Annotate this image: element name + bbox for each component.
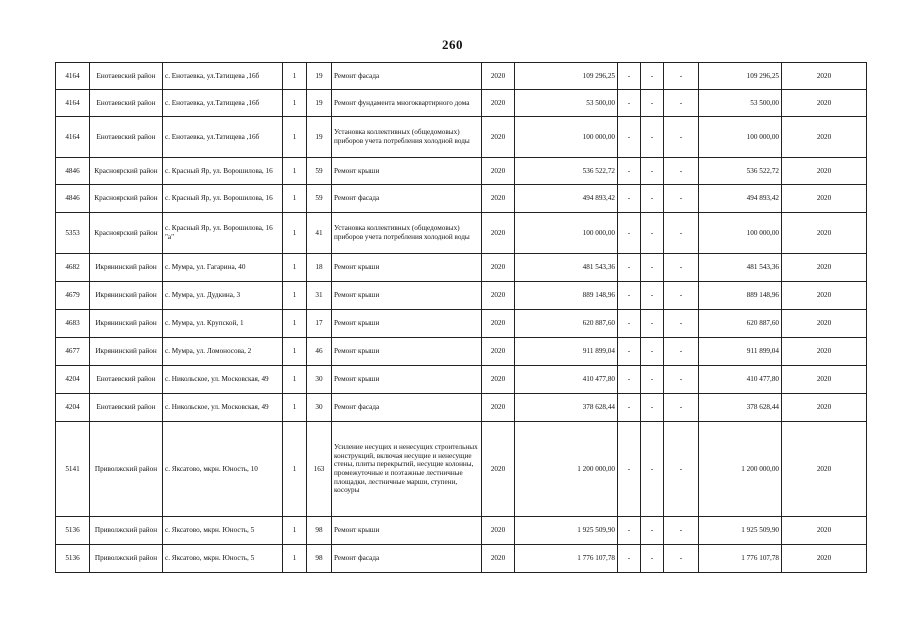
- total-cost-cell: 1 925 509,90: [515, 517, 618, 545]
- dash-cell-1: -: [618, 185, 641, 213]
- count-cell: 1: [283, 254, 307, 282]
- house-id-cell: 4677: [56, 338, 90, 366]
- dash-cell-1: -: [618, 545, 641, 573]
- address-cell: с. Енотаевка, ул.Татищева ,16б: [163, 63, 283, 90]
- dash-cell-1: -: [618, 422, 641, 517]
- fund-sum-cell: 1 200 000,00: [699, 422, 782, 517]
- dash-cell-1: -: [618, 310, 641, 338]
- end-year-cell: 2020: [782, 394, 867, 422]
- dash-cell-1: -: [618, 338, 641, 366]
- dash-cell-2: -: [641, 213, 664, 254]
- table-row: [56, 213, 867, 254]
- dash-cell-2: -: [641, 517, 664, 545]
- address-cell: с. Яксатово, мкрн. Юность, 5: [163, 545, 283, 573]
- fund-sum-cell: 1 925 509,90: [699, 517, 782, 545]
- end-year-cell: 2020: [782, 117, 867, 158]
- district-cell: Красноярский район: [90, 158, 163, 185]
- dash-cell-1: -: [618, 213, 641, 254]
- total-cost-cell: 911 899,04: [515, 338, 618, 366]
- count-cell: 1: [283, 90, 307, 117]
- work-type-cell: Ремонт крыши: [332, 254, 482, 282]
- dash-cell-3: -: [664, 422, 699, 517]
- dash-cell-3: -: [664, 517, 699, 545]
- work-type-cell: Ремонт крыши: [332, 366, 482, 394]
- house-id-cell: 4164: [56, 117, 90, 158]
- work-type-cell: Ремонт крыши: [332, 282, 482, 310]
- count-cell: 1: [283, 545, 307, 573]
- count-cell: 1: [283, 394, 307, 422]
- table-row: [56, 158, 867, 185]
- work-type-cell: Ремонт крыши: [332, 517, 482, 545]
- fund-sum-cell: 378 628,44: [699, 394, 782, 422]
- dash-cell-2: -: [641, 545, 664, 573]
- house-id-cell: 5141: [56, 422, 90, 517]
- end-year-cell: 2020: [782, 254, 867, 282]
- end-year-cell: 2020: [782, 63, 867, 90]
- number-cell: 41: [307, 213, 332, 254]
- fund-sum-cell: 536 522,72: [699, 158, 782, 185]
- year-cell: 2020: [482, 185, 515, 213]
- dash-cell-1: -: [618, 254, 641, 282]
- number-cell: 98: [307, 545, 332, 573]
- fund-sum-cell: 1 776 107,78: [699, 545, 782, 573]
- number-cell: 17: [307, 310, 332, 338]
- end-year-cell: 2020: [782, 545, 867, 573]
- total-cost-cell: 481 543,36: [515, 254, 618, 282]
- house-id-cell: 4204: [56, 366, 90, 394]
- table-row: [56, 545, 867, 573]
- address-cell: с. Никольское, ул. Московская, 49: [163, 394, 283, 422]
- district-cell: Красноярский район: [90, 213, 163, 254]
- total-cost-cell: 53 500,00: [515, 90, 618, 117]
- year-cell: 2020: [482, 63, 515, 90]
- count-cell: 1: [283, 185, 307, 213]
- fund-sum-cell: 100 000,00: [699, 117, 782, 158]
- year-cell: 2020: [482, 117, 515, 158]
- end-year-cell: 2020: [782, 282, 867, 310]
- address-cell: с. Мумра, ул. Ломоносова, 2: [163, 338, 283, 366]
- dash-cell-2: -: [641, 394, 664, 422]
- dash-cell-3: -: [664, 394, 699, 422]
- table-row: [56, 282, 867, 310]
- count-cell: 1: [283, 158, 307, 185]
- count-cell: 1: [283, 422, 307, 517]
- address-cell: с. Красный Яр, ул. Ворошилова, 16: [163, 185, 283, 213]
- house-id-cell: 5353: [56, 213, 90, 254]
- address-cell: с. Енотаевка, ул.Татищева ,16б: [163, 90, 283, 117]
- house-id-cell: 4164: [56, 90, 90, 117]
- year-cell: 2020: [482, 158, 515, 185]
- dash-cell-2: -: [641, 366, 664, 394]
- year-cell: 2020: [482, 366, 515, 394]
- end-year-cell: 2020: [782, 422, 867, 517]
- dash-cell-3: -: [664, 63, 699, 90]
- dash-cell-2: -: [641, 310, 664, 338]
- number-cell: 163: [307, 422, 332, 517]
- table-row: [56, 517, 867, 545]
- end-year-cell: 2020: [782, 310, 867, 338]
- count-cell: 1: [283, 517, 307, 545]
- district-cell: Енотаевский район: [90, 63, 163, 90]
- fund-sum-cell: 109 296,25: [699, 63, 782, 90]
- fund-sum-cell: 911 899,04: [699, 338, 782, 366]
- district-cell: Приволжский район: [90, 517, 163, 545]
- dash-cell-3: -: [664, 185, 699, 213]
- year-cell: 2020: [482, 517, 515, 545]
- total-cost-cell: 378 628,44: [515, 394, 618, 422]
- house-id-cell: 4683: [56, 310, 90, 338]
- count-cell: 1: [283, 310, 307, 338]
- year-cell: 2020: [482, 282, 515, 310]
- district-cell: Енотаевский район: [90, 90, 163, 117]
- number-cell: 31: [307, 282, 332, 310]
- year-cell: 2020: [482, 394, 515, 422]
- dash-cell-2: -: [641, 338, 664, 366]
- year-cell: 2020: [482, 338, 515, 366]
- district-cell: Икрянинский район: [90, 282, 163, 310]
- table-row: [56, 185, 867, 213]
- dash-cell-3: -: [664, 282, 699, 310]
- district-cell: Енотаевский район: [90, 117, 163, 158]
- end-year-cell: 2020: [782, 158, 867, 185]
- work-type-cell: Ремонт фасада: [332, 394, 482, 422]
- number-cell: 46: [307, 338, 332, 366]
- work-type-cell: Ремонт фасада: [332, 545, 482, 573]
- dash-cell-2: -: [641, 90, 664, 117]
- table-row: [56, 366, 867, 394]
- work-type-cell: Усиление несущих и ненесущих строительных конструкций, включая несущие и ненесущие стены, плиты перекрытий, несущие колонны, промежуточные и поэтажные лестничные площадки, лестничные марши, ступени, косоуры: [332, 422, 482, 517]
- dash-cell-1: -: [618, 90, 641, 117]
- fund-sum-cell: 53 500,00: [699, 90, 782, 117]
- house-id-cell: 4679: [56, 282, 90, 310]
- table-row: [56, 310, 867, 338]
- table-row: [56, 117, 867, 158]
- dash-cell-2: -: [641, 254, 664, 282]
- fund-sum-cell: 410 477,80: [699, 366, 782, 394]
- dash-cell-3: -: [664, 310, 699, 338]
- table-row: [56, 394, 867, 422]
- district-cell: Приволжский район: [90, 422, 163, 517]
- number-cell: 30: [307, 394, 332, 422]
- dash-cell-3: -: [664, 254, 699, 282]
- house-id-cell: 4846: [56, 185, 90, 213]
- end-year-cell: 2020: [782, 338, 867, 366]
- year-cell: 2020: [482, 90, 515, 117]
- total-cost-cell: 889 148,96: [515, 282, 618, 310]
- fund-sum-cell: 620 887,60: [699, 310, 782, 338]
- work-type-cell: Ремонт фасада: [332, 185, 482, 213]
- dash-cell-1: -: [618, 517, 641, 545]
- count-cell: 1: [283, 63, 307, 90]
- dash-cell-1: -: [618, 366, 641, 394]
- dash-cell-3: -: [664, 545, 699, 573]
- total-cost-cell: 494 893,42: [515, 185, 618, 213]
- table-row: [56, 63, 867, 90]
- repair-program-table: [55, 62, 867, 573]
- work-type-cell: Ремонт фундамента многоквартирного дома: [332, 90, 482, 117]
- table-row: [56, 422, 867, 517]
- end-year-cell: 2020: [782, 366, 867, 394]
- dash-cell-3: -: [664, 366, 699, 394]
- number-cell: 59: [307, 158, 332, 185]
- work-type-cell: Ремонт крыши: [332, 338, 482, 366]
- district-cell: Енотаевский район: [90, 366, 163, 394]
- dash-cell-1: -: [618, 394, 641, 422]
- number-cell: 98: [307, 517, 332, 545]
- address-cell: с. Яксатово, мкрн. Юность, 10: [163, 422, 283, 517]
- address-cell: с. Красный Яр, ул. Ворошилова, 16: [163, 158, 283, 185]
- total-cost-cell: 536 522,72: [515, 158, 618, 185]
- district-cell: Приволжский район: [90, 545, 163, 573]
- count-cell: 1: [283, 282, 307, 310]
- number-cell: 19: [307, 117, 332, 158]
- end-year-cell: 2020: [782, 517, 867, 545]
- dash-cell-2: -: [641, 185, 664, 213]
- house-id-cell: 5136: [56, 517, 90, 545]
- address-cell: с. Мумра, ул. Крупской, 1: [163, 310, 283, 338]
- dash-cell-2: -: [641, 117, 664, 158]
- district-cell: Икрянинский район: [90, 310, 163, 338]
- address-cell: с. Никольское, ул. Московская, 49: [163, 366, 283, 394]
- fund-sum-cell: 100 000,00: [699, 213, 782, 254]
- total-cost-cell: 1 200 000,00: [515, 422, 618, 517]
- count-cell: 1: [283, 117, 307, 158]
- end-year-cell: 2020: [782, 213, 867, 254]
- house-id-cell: 4846: [56, 158, 90, 185]
- end-year-cell: 2020: [782, 185, 867, 213]
- address-cell: с. Мумра, ул. Гагарина, 40: [163, 254, 283, 282]
- address-cell: с. Красный Яр, ул. Ворошилова, 16 "а": [163, 213, 283, 254]
- dash-cell-2: -: [641, 63, 664, 90]
- dash-cell-3: -: [664, 117, 699, 158]
- dash-cell-3: -: [664, 213, 699, 254]
- house-id-cell: 5136: [56, 545, 90, 573]
- work-type-cell: Ремонт крыши: [332, 158, 482, 185]
- house-id-cell: 4204: [56, 394, 90, 422]
- end-year-cell: 2020: [782, 90, 867, 117]
- dash-cell-1: -: [618, 158, 641, 185]
- year-cell: 2020: [482, 254, 515, 282]
- fund-sum-cell: 494 893,42: [699, 185, 782, 213]
- work-type-cell: Установка коллективных (общедомовых) приборов учета потребления холодной воды: [332, 213, 482, 254]
- number-cell: 19: [307, 90, 332, 117]
- dash-cell-3: -: [664, 338, 699, 366]
- count-cell: 1: [283, 338, 307, 366]
- total-cost-cell: 1 776 107,78: [515, 545, 618, 573]
- address-cell: с. Мумра, ул. Дудкина, 3: [163, 282, 283, 310]
- work-type-cell: Ремонт крыши: [332, 310, 482, 338]
- year-cell: 2020: [482, 213, 515, 254]
- house-id-cell: 4682: [56, 254, 90, 282]
- total-cost-cell: 109 296,25: [515, 63, 618, 90]
- dash-cell-1: -: [618, 282, 641, 310]
- number-cell: 30: [307, 366, 332, 394]
- number-cell: 59: [307, 185, 332, 213]
- district-cell: Енотаевский район: [90, 394, 163, 422]
- district-cell: Икрянинский район: [90, 338, 163, 366]
- house-id-cell: 4164: [56, 63, 90, 90]
- dash-cell-1: -: [618, 117, 641, 158]
- table-row: [56, 90, 867, 117]
- count-cell: 1: [283, 366, 307, 394]
- total-cost-cell: 410 477,80: [515, 366, 618, 394]
- page-number: 260: [442, 37, 463, 52]
- fund-sum-cell: 889 148,96: [699, 282, 782, 310]
- dash-cell-3: -: [664, 158, 699, 185]
- year-cell: 2020: [482, 422, 515, 517]
- dash-cell-1: -: [618, 63, 641, 90]
- district-cell: Икрянинский район: [90, 254, 163, 282]
- table-row: [56, 338, 867, 366]
- number-cell: 18: [307, 254, 332, 282]
- address-cell: с. Енотаевка, ул.Татищева ,16б: [163, 117, 283, 158]
- total-cost-cell: 100 000,00: [515, 117, 618, 158]
- year-cell: 2020: [482, 310, 515, 338]
- fund-sum-cell: 481 543,36: [699, 254, 782, 282]
- total-cost-cell: 620 887,60: [515, 310, 618, 338]
- year-cell: 2020: [482, 545, 515, 573]
- dash-cell-2: -: [641, 158, 664, 185]
- table-body: [56, 63, 867, 573]
- total-cost-cell: 100 000,00: [515, 213, 618, 254]
- work-type-cell: Установка коллективных (общедомовых) приборов учета потребления холодной воды: [332, 117, 482, 158]
- table-row: [56, 254, 867, 282]
- dash-cell-3: -: [664, 90, 699, 117]
- district-cell: Красноярский район: [90, 185, 163, 213]
- dash-cell-2: -: [641, 422, 664, 517]
- address-cell: с. Яксатово, мкрн. Юность, 5: [163, 517, 283, 545]
- number-cell: 19: [307, 63, 332, 90]
- work-type-cell: Ремонт фасада: [332, 63, 482, 90]
- count-cell: 1: [283, 213, 307, 254]
- dash-cell-2: -: [641, 282, 664, 310]
